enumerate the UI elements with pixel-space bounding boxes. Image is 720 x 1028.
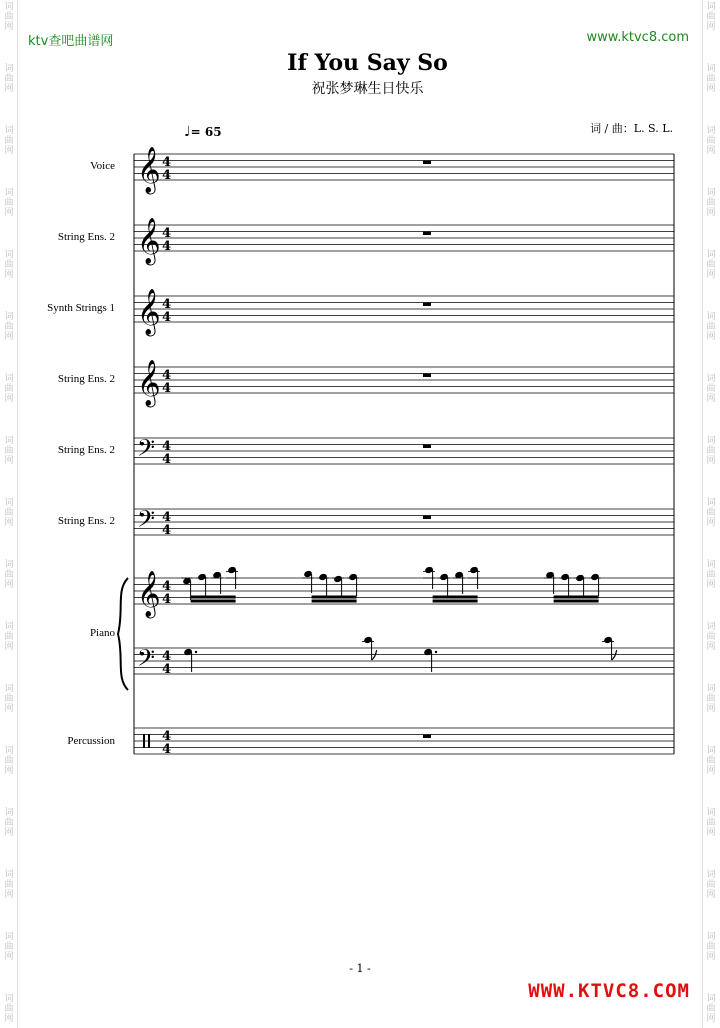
note-dot [195,651,197,653]
time-signature-top: 4 [162,649,172,664]
instrument-label-piano: Piano [89,627,115,639]
staff [134,218,674,266]
treble-clef-icon: 𝄞 [137,218,161,264]
note-dot [435,651,437,653]
staff [134,644,674,677]
header-site-url[interactable]: www.ktvc8.com [586,30,689,45]
whole-rest-icon [423,374,431,378]
time-signature-top: 4 [162,297,172,312]
time-signature-bottom: 4 [162,310,172,325]
staff [134,505,674,538]
note-flag [612,650,617,660]
time-signature-top: 4 [162,729,172,744]
time-signature-top: 4 [162,510,172,525]
time-signature-top: 4 [162,226,172,241]
whole-rest-icon [423,735,431,739]
time-signature-bottom: 4 [162,168,172,183]
staff [134,434,674,467]
time-signature-bottom: 4 [162,452,172,467]
staff [134,147,674,195]
time-signature-bottom: 4 [162,742,172,757]
time-signature-top: 4 [162,155,172,170]
time-signature-bottom: 4 [162,662,172,677]
piano-notes [181,566,617,672]
bass-clef-icon: 𝄢 [137,644,156,677]
instrument-label-string-ens-4: String Ens. 2 [57,515,115,527]
instrument-label-voice: Voice [90,160,115,172]
left-watermark-column: 词 曲 网 词 曲 网 词 曲 网 词 曲 网 词 曲 网 词 曲 网 词 曲 网 词 曲 网 词 曲 网 词 曲 网 词 曲 网 词 曲 网 词 曲 网 词 曲 网 词 曲 网 词 曲 网 词 曲 网 [4,2,14,1024]
time-signature-top: 4 [162,439,172,454]
bass-clef-icon: 𝄢 [137,505,156,538]
time-signature-bottom: 4 [162,381,172,396]
instrument-label-percussion: Percussion [67,735,115,747]
staff [134,360,674,408]
instrument-label-string-ens-1: String Ens. 2 [57,231,115,243]
whole-rest-icon [423,445,431,449]
quarter-note-icon: ♩ [184,124,191,140]
time-signature-bottom: 4 [162,239,172,254]
staff [134,289,674,337]
time-signature-bottom: 4 [162,523,172,538]
treble-clef-icon: 𝄞 [137,360,161,406]
score-title: If You Say So [287,50,448,76]
bass-clef-icon: 𝄢 [137,434,156,467]
footer-logo: WWW.KTVC8.COM [528,980,690,1002]
treble-clef-icon: 𝄞 [137,147,161,193]
whole-rest-icon [423,161,431,165]
percussion-clef-icon [143,734,145,748]
time-signature-top: 4 [162,368,172,383]
time-signature-bottom: 4 [162,592,172,607]
instrument-label-synth-strings: Synth Strings 1 [47,302,115,314]
staff [134,728,674,757]
instrument-label-string-ens-3: String Ens. 2 [57,444,115,456]
piano-brace [118,578,128,690]
whole-rest-icon [423,516,431,520]
score-subtitle: 祝张梦琳生日快乐 [311,81,424,97]
treble-clef-icon: 𝄞 [137,571,161,617]
time-signature-top: 4 [162,579,172,594]
whole-rest-icon [423,303,431,307]
instrument-label-string-ens-2: String Ens. 2 [57,373,115,385]
note-flag [372,650,377,660]
composer-credit: 词 / 曲：L. S. L. [590,122,673,135]
treble-clef-icon: 𝄞 [137,289,161,335]
tempo-value: = 65 [190,125,222,139]
right-watermark-column: 词 曲 网 词 曲 网 词 曲 网 词 曲 网 词 曲 网 词 曲 网 词 曲 网 词 曲 网 词 曲 网 词 曲 网 词 曲 网 词 曲 网 词 曲 网 词 曲 网 词 曲 网 词 曲 网 词 曲 网 [706,2,716,1024]
page-number: - 1 - [349,962,371,975]
header-site-name[interactable]: ktv查吧曲谱网 [28,34,114,49]
whole-rest-icon [423,232,431,236]
